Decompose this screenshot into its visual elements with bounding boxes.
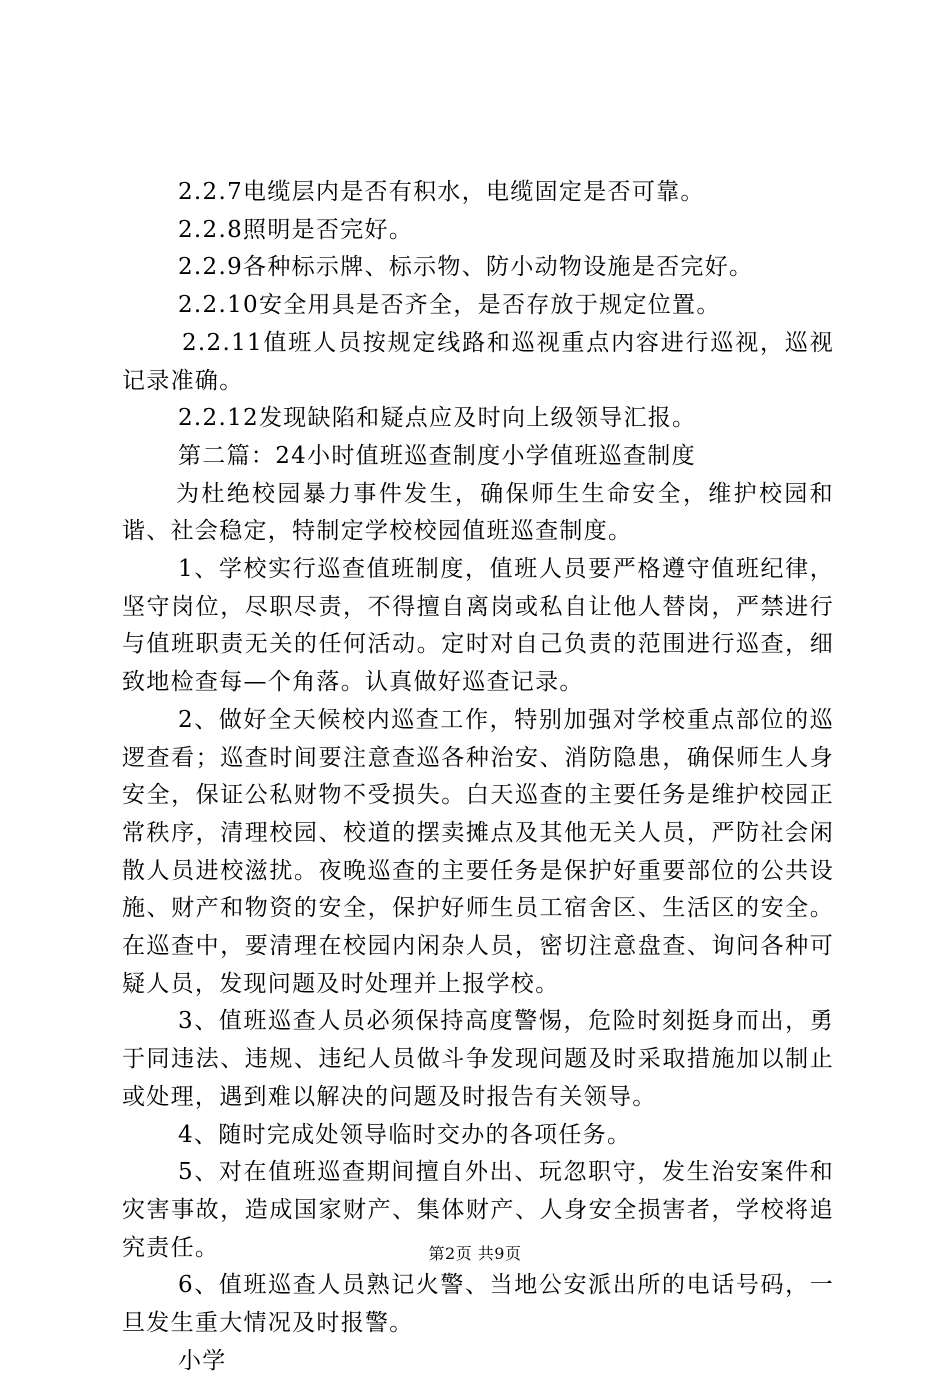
rule-paragraph-4: 4、随时完成处领导临时交办的各项任务。: [178, 1121, 632, 1148]
paragraph-2-2-7: 2.2.7电缆层内是否有积水，电缆固定是否可靠。: [178, 179, 705, 205]
intro-paragraph: 为杜绝校园暴力事件发生，确保师生生命安全，维护校园和谐、社会稳定，特制定学校校园值班巡查制度。: [122, 480, 834, 545]
page-number-footer: 第2页 共9页: [428, 1244, 522, 1263]
paragraph-2-2-12: 2.2.12发现缺陷和疑点应及时向上级领导汇报。: [178, 405, 697, 432]
rule-paragraph-5: 5、对在值班巡查期间擅自外出、玩忽职守，发生治安案件和灾害事故，造成国家财产、集体财产、人身安全损害者，学校将追究责任。: [122, 1159, 834, 1261]
signature-line: 小学: [178, 1347, 227, 1374]
document-body: [122, 174, 834, 1381]
paragraph-2-2-11: 2.2.11值班人员按规定线路和巡视重点内容进行巡视，巡视记录准确。: [122, 329, 834, 394]
paragraph-2-2-10: 2.2.10安全用具是否齐全，是否存放于规定位置。: [178, 292, 721, 319]
section-heading: 第二篇：24小时值班巡查制度小学值班巡查制度: [178, 442, 696, 469]
rule-paragraph-2: 2、做好全天候校内巡查工作，特别加强对学校重点部位的巡逻查看；巡查时间要注意查巡各种治安、消防隐患，确保师生人身安全，保证公私财物不受损失。白天巡查的主要任务是维护校园正常秩序，清理校园、校道的摆卖摊点及其他无关人员，严防社会闲散人员进校滋扰。夜晚巡查的主要任务是保护好重要部位的公共设施、财产和物资的安全，保护好师生员工宿舍区、生活区的安全。在巡查中，要清理在校园内闲杂人员，密切注意盘查、询问各种可疑人员，发现问题及时处理并上报学校。: [122, 706, 834, 997]
rule-paragraph-1: 1、学校实行巡查值班制度，值班人员要严格遵守值班纪律，坚守岗位，尽职尽责，不得擅自离岗或私自让他人替岗，严禁进行与值班职责无关的任何活动。定时对自己负责的范围进行巡查，细致地检查每—个角落。认真做好巡查记录。: [122, 556, 834, 696]
paragraph-2-2-9: 2.2.9各种标示牌、标示物、防小动物设施是否完好。: [178, 254, 754, 281]
rule-paragraph-3: 3、值班巡查人员必须保持高度警惕，危险时刻挺身而出，勇于同违法、违规、违纪人员做斗争发现问题及时采取措施加以制止或处理，遇到难以解决的问题及时报告有关领导。: [122, 1008, 834, 1110]
paragraph-2-2-8: 2.2.8照明是否完好。: [178, 216, 414, 243]
rule-paragraph-6: 6、值班巡查人员熟记火警、当地公安派出所的电话号码，一旦发生重大情况及时报警。: [122, 1272, 834, 1337]
